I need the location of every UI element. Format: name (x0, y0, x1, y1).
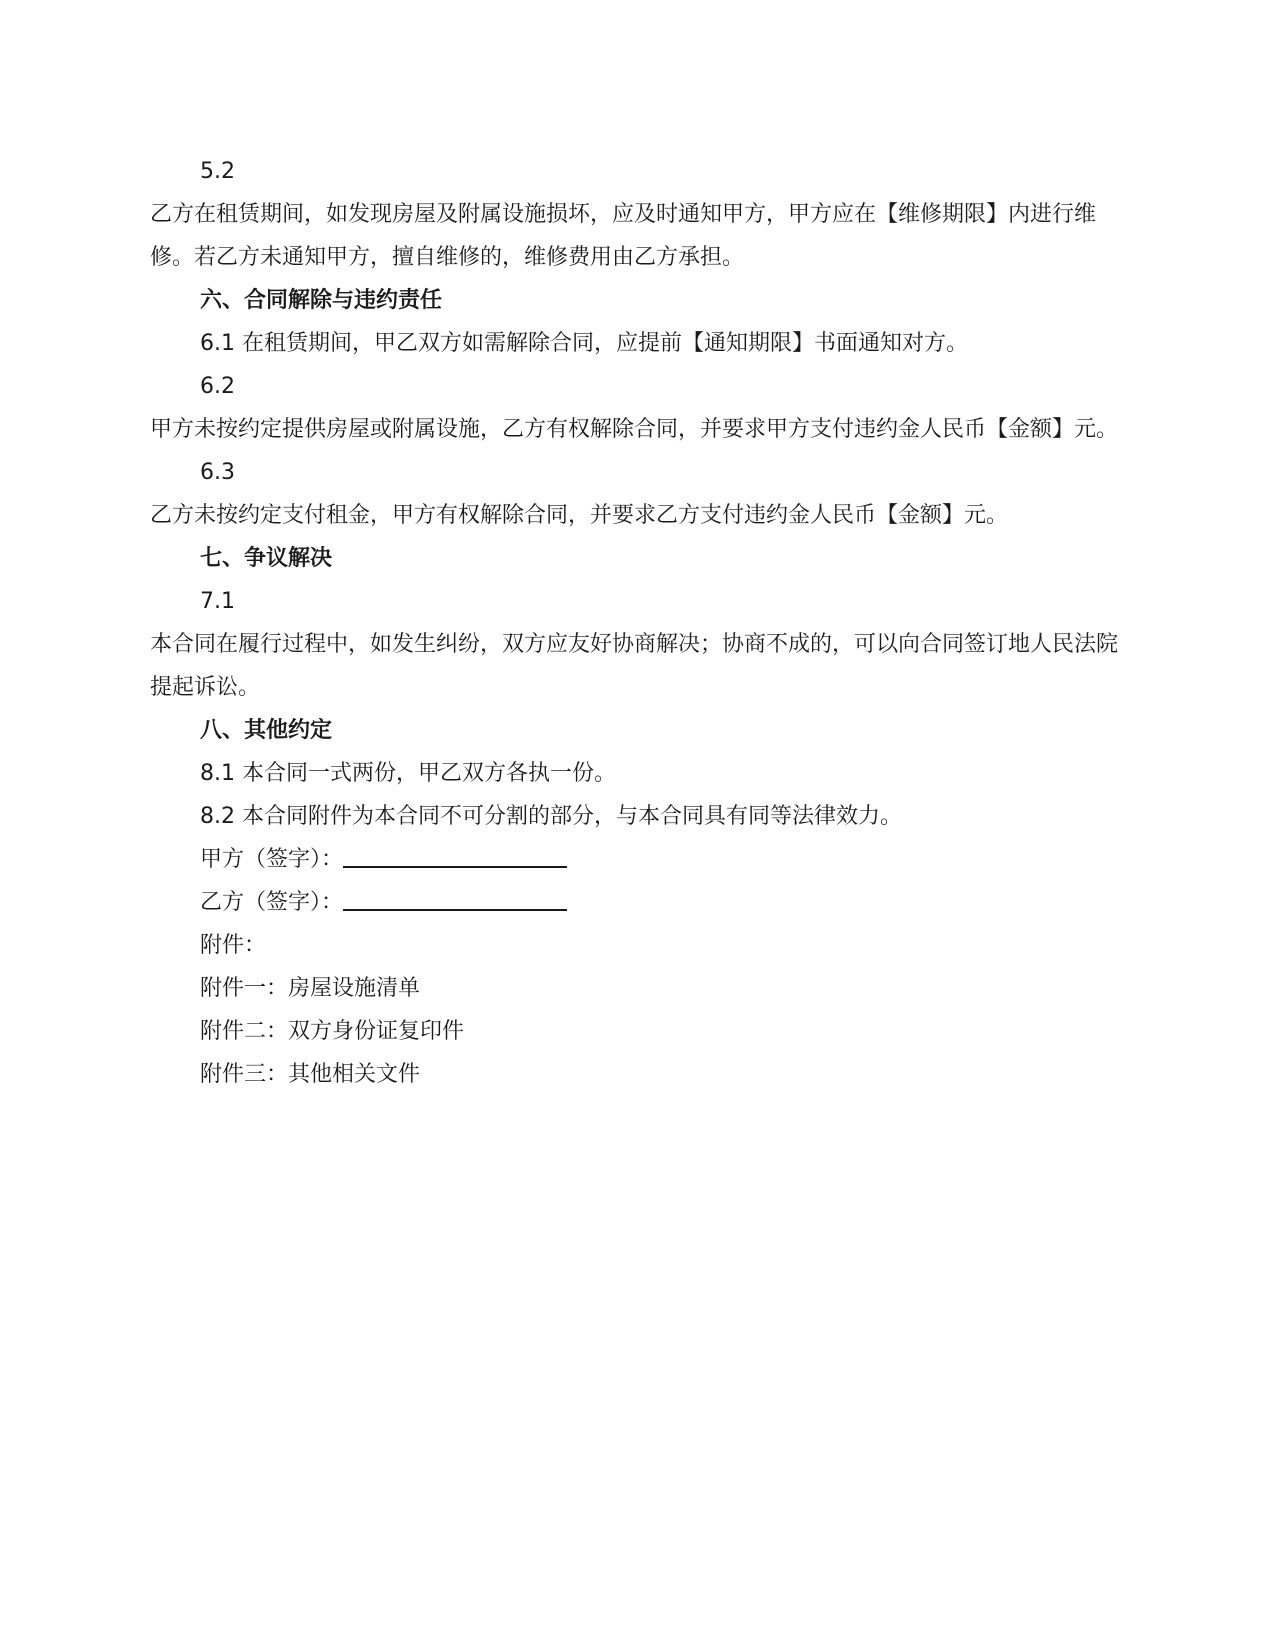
party-b-signature-row (150, 881, 1130, 924)
clause-5-2-text: 乙方在租赁期间，如发现房屋及附属设施损坏，应及时通知甲方，甲方应在【维修期限】内进行维修。若乙方未通知甲方，擅自维修的，维修费用由乙方承担。 (150, 202, 1097, 270)
party-a-signature-line (343, 844, 567, 868)
clause-5-2-number: 5.2 (200, 159, 235, 184)
clause-7-1-text: 本合同在履行过程中，如发生纠纷，双方应友好协商解决；协商不成的，可以向合同签订地人民法院提起诉讼。 (150, 632, 1119, 700)
attachment-item-3: 附件三：其他相关文件 (200, 1062, 421, 1087)
attachment-item-1: 附件一：房屋设施清单 (200, 976, 421, 1001)
clause-6-3-number: 6.3 (200, 460, 235, 485)
clause-6-2-text: 甲方未按约定提供房屋或附属设施，乙方有权解除合同，并要求甲方支付违约金人民币【金额】元。 (150, 417, 1119, 442)
clause-8-1: 8.1 本合同一式两份，甲乙双方各执一份。 (200, 761, 616, 786)
document-body (150, 150, 1130, 1096)
party-a-signature-row (150, 838, 1130, 881)
section-7-heading: 七、争议解决 (200, 546, 333, 571)
clause-6-3-text: 乙方未按约定支付租金，甲方有权解除合同，并要求乙方支付违约金人民币【金额】元。 (150, 503, 1009, 528)
attachments-label: 附件： (200, 933, 267, 958)
section-6-heading: 六、合同解除与违约责任 (200, 288, 443, 313)
party-b-signature-line (343, 887, 567, 911)
clause-7-1-number: 7.1 (200, 589, 235, 614)
party-a-signature-label: 甲方（签字）： (200, 847, 344, 872)
attachment-item-2: 附件二：双方身份证复印件 (200, 1019, 465, 1044)
clause-6-1: 6.1 在租赁期间，甲乙双方如需解除合同，应提前【通知期限】书面通知对方。 (200, 331, 968, 356)
clause-6-2-number: 6.2 (200, 374, 235, 399)
section-8-heading: 八、其他约定 (200, 718, 333, 743)
party-b-signature-label: 乙方（签字）： (200, 890, 344, 915)
clause-8-2: 8.2 本合同附件为本合同不可分割的部分，与本合同具有同等法律效力。 (200, 804, 902, 829)
